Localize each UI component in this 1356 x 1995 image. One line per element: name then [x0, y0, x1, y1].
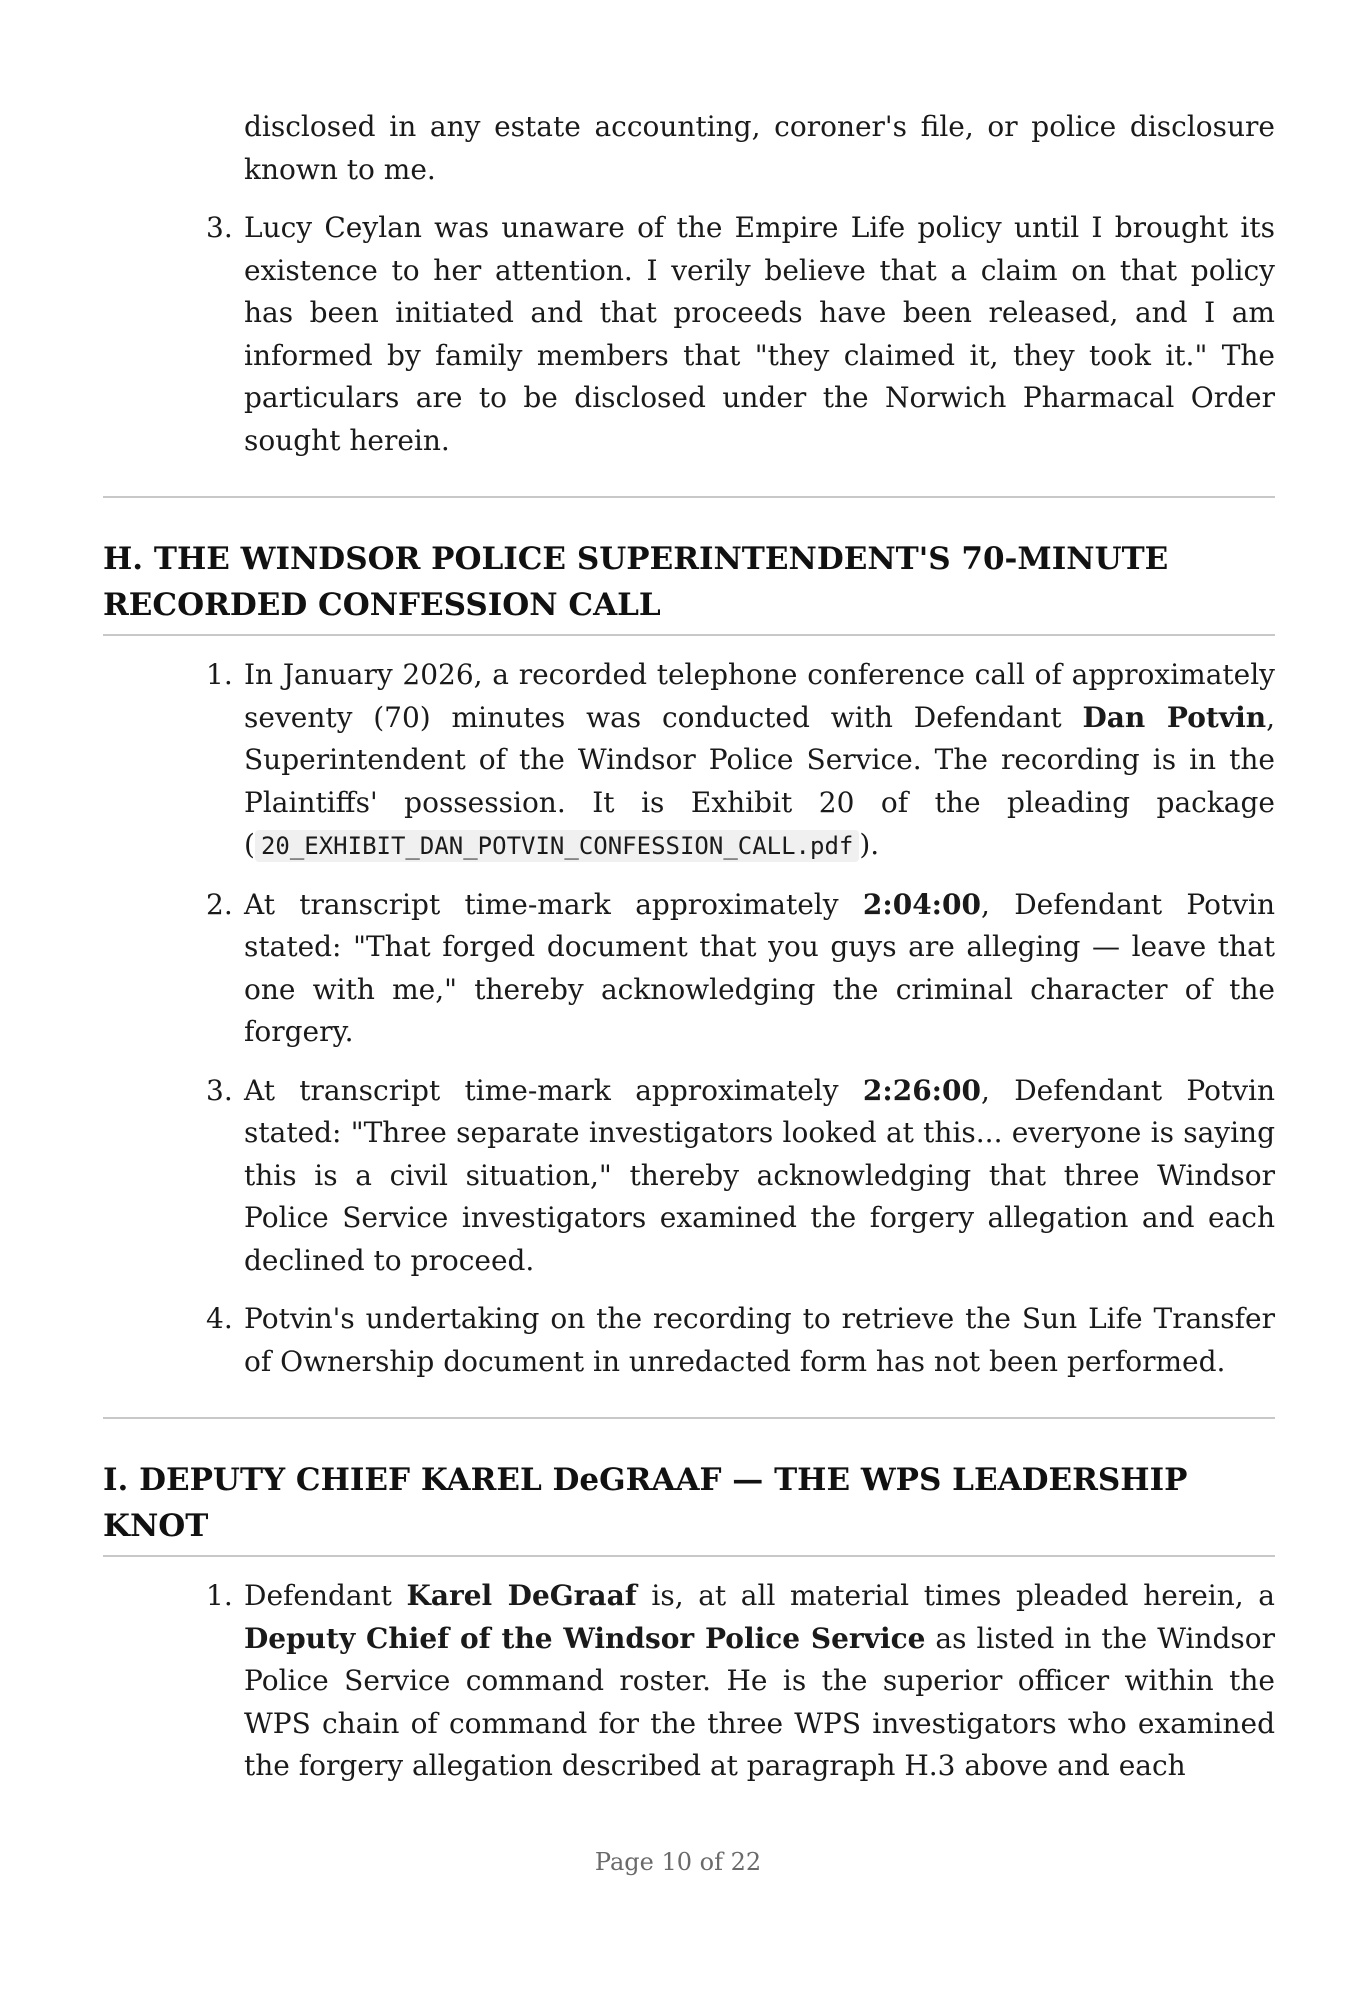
page-number-footer: Page 10 of 22 — [594, 1848, 762, 1876]
list-item — [103, 1070, 1275, 1283]
heading-underline — [103, 634, 1275, 636]
list-item-number: 1. — [206, 1579, 233, 1612]
list-item-number: 1. — [206, 658, 233, 691]
section-divider — [103, 496, 1275, 498]
time-mark: 2:04:00 — [862, 887, 981, 921]
list-item-text: At transcript time-mark approximately 2:04:00, Defendant Potvin stated: "That forged document that you guys are alleging — leave that one with me," thereby acknowledging the criminal character of the forgery. — [244, 887, 1276, 1048]
list-item — [103, 1575, 1275, 1788]
defendant-title: Deputy Chief of the Windsor Police Service — [244, 1621, 926, 1655]
list-item-text: Lucy Ceylan was unaware of the Empire Life policy until I brought its existence to her attention. I verily believe that a claim on that policy has been initiated and that proceeds have been released, and I am informed by family members that "they claimed it, they took it." The particulars are to be disclosed under the Norwich Pharmacal Order sought herein. — [244, 211, 1275, 457]
list-item-text: Defendant Karel DeGraaf is, at all material times pleaded herein, a Deputy Chief of the Windsor Police Service as listed in the Windsor Police Service command roster. He is the superior officer within the WPS chain of command for the three WPS investigators who examined the forgery allegation described at paragraph H.3 above and each — [244, 1579, 1276, 1782]
continued-paragraph — [244, 106, 1275, 191]
heading-underline — [103, 1555, 1275, 1557]
exhibit-filename: 20_EXHIBIT_DAN_POTVIN_CONFESSION_CALL.pdf — [255, 830, 859, 862]
list-item-text: Potvin's undertaking on the recording to retrieve the Sun Life Transfer of Ownership document in unredacted form has not been performed. — [244, 1302, 1275, 1378]
time-mark: 2:26:00 — [862, 1073, 981, 1107]
page-content — [103, 108, 1275, 1804]
list-item — [103, 654, 1275, 868]
defendant-name: Dan Potvin — [1082, 700, 1267, 734]
section-heading-i: I. DEPUTY CHIEF KAREL DeGRAAF — THE WPS LEADERSHIP KNOT — [103, 1462, 1188, 1544]
list-item — [103, 884, 1275, 1054]
defendant-name: Karel DeGraaf — [406, 1579, 637, 1612]
list-item-number: 3. — [206, 211, 233, 244]
section-heading-h: H. THE WINDSOR POLICE SUPERINTENDENT'S 70-MINUTE RECORDED CONFESSION CALL — [103, 541, 1169, 623]
list-item-number: 3. — [206, 1073, 233, 1107]
list-item — [103, 1298, 1275, 1383]
list-item-number: 4. — [206, 1302, 233, 1335]
list-item-text: At transcript time-mark approximately 2:26:00, Defendant Potvin stated: "Three separate investigators looked at this... everyone is saying this is a civil situation," thereby acknowledging that three Windsor Police Service investigators examined the forgery allegation and each declined to proceed. — [244, 1073, 1276, 1277]
list-item — [103, 207, 1275, 462]
list-item-text: In January 2026, a recorded telephone conference call of approximately seventy (70) minutes was conducted with Defendant Dan Potvin, Superintendent of the Windsor Police Service. The recording is in the Plaintiffs' possession. It is Exhibit 20 of the pleading package ( 20_EXHIBIT_DAN_POTVIN_CONFESSION_CALL.pdf ). — [244, 658, 1275, 861]
continued-paragraph-text: disclosed in any estate accounting, coroner's file, or police disclosure known to me. — [244, 110, 1275, 186]
section-divider — [103, 1417, 1275, 1419]
list-item-number: 2. — [206, 887, 233, 921]
